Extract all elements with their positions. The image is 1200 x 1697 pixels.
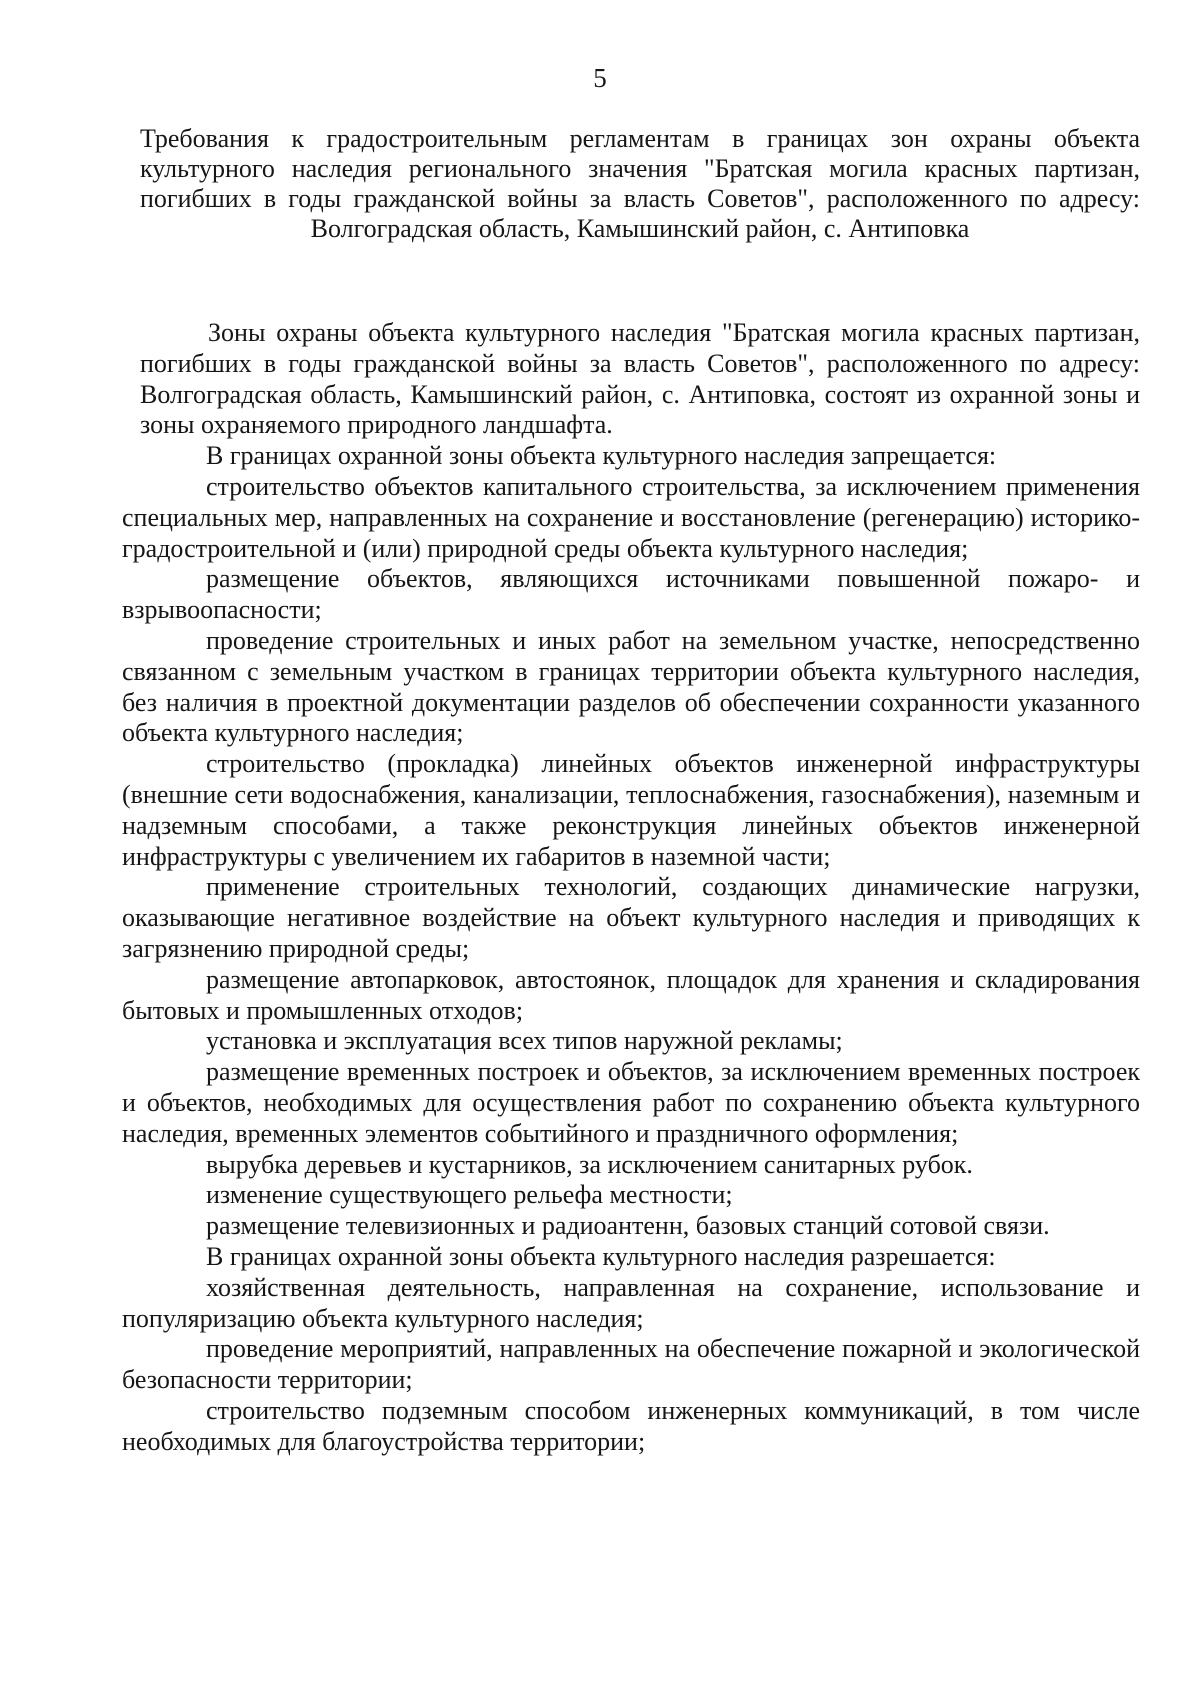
paragraph: проведение мероприятий, направленных на обеспечение пожарной и экологической безопасности территории; [122,1334,1140,1395]
paragraph: В границах охранной зоны объекта культурного наследия разрешается: [206,1241,996,1271]
paragraph: установка и эксплуатация всех типов наружной рекламы; [206,1026,843,1056]
paragraph: Зоны охраны объекта культурного наследия "Братская могила красных партизан, погибших в годы гражданской войны за власть Советов", расположенного по адресу: Волгоградская область, Камышинский район, с. Антиповка, состоят из охранной зоны и зоны охраняемого природного ландшафта. [140,318,1140,440]
paragraph: строительство (прокладка) линейных объектов инженерной инфраструктуры (внешние сети водоснабжения, канализации, теплоснабжения, газоснабжения), наземным и надземным способами, а также реконструкция линейных объектов инженерной инфраструктуры с увеличением их габаритов в наземной части; [122,749,1140,871]
paragraph: В границах охранной зоны объекта культурного наследия запрещается: [206,441,997,471]
paragraph: размещение объектов, являющихся источниками повышенной пожаро- и взрывоопасности; [122,564,1140,625]
paragraph: размещение автопарковок, автостоянок, площадок для хранения и складирования бытовых и промышленных отходов; [122,964,1140,1025]
paragraph: проведение строительных и иных работ на земельном участке, непосредственно связанном с земельным участком в границах территории объекта культурного наследия, без наличия в проектной документации разделов об обеспечении сохранности указанного объекта культурного наследия; [122,625,1140,748]
paragraph: вырубка деревьев и кустарников, за исключением санитарных рубок. [206,1149,973,1179]
paragraph: размещение временных построек и объектов, за исключением временных построек и объектов, необходимых для осуществления работ по сохранению объекта культурного наследия, временных элементов событийного и праздничного оформления; [122,1057,1140,1148]
document-body [122,318,1140,1457]
paragraph: изменение существующего рельефа местности; [206,1180,733,1210]
paragraph: размещение телевизионных и радиоантенн, базовых станций сотовой связи. [206,1211,1050,1241]
paragraph: строительство объектов капитального строительства, за исключением применения специальных мер, направленных на сохранение и восстановление (регенерацию) историко-градостроительной и (или) природной среды объекта культурного наследия; [122,471,1140,563]
paragraph: применение строительных технологий, создающих динамические нагрузки, оказывающие негативное воздействие на объект культурного наследия и приводящих к загрязнению природной среды; [122,872,1140,963]
document-title: Требования к градостроительным регламентам в границах зон охраны объекта культурного наследия регионального значения "Братская могила красных партизан, погибших в годы гражданской войны за власть Советов", расположенного по адресу: Волгоградская область, Камышинский район, с. Антиповка [140,124,1140,243]
page-number: 5 [593,63,607,93]
paragraph: хозяйственная деятельность, направленная на сохранение, использование и популяризацию объекта культурного наследия; [122,1272,1140,1333]
paragraph: строительство подземным способом инженерных коммуникаций, в том числе необходимых для благоустройства территории; [122,1395,1140,1456]
